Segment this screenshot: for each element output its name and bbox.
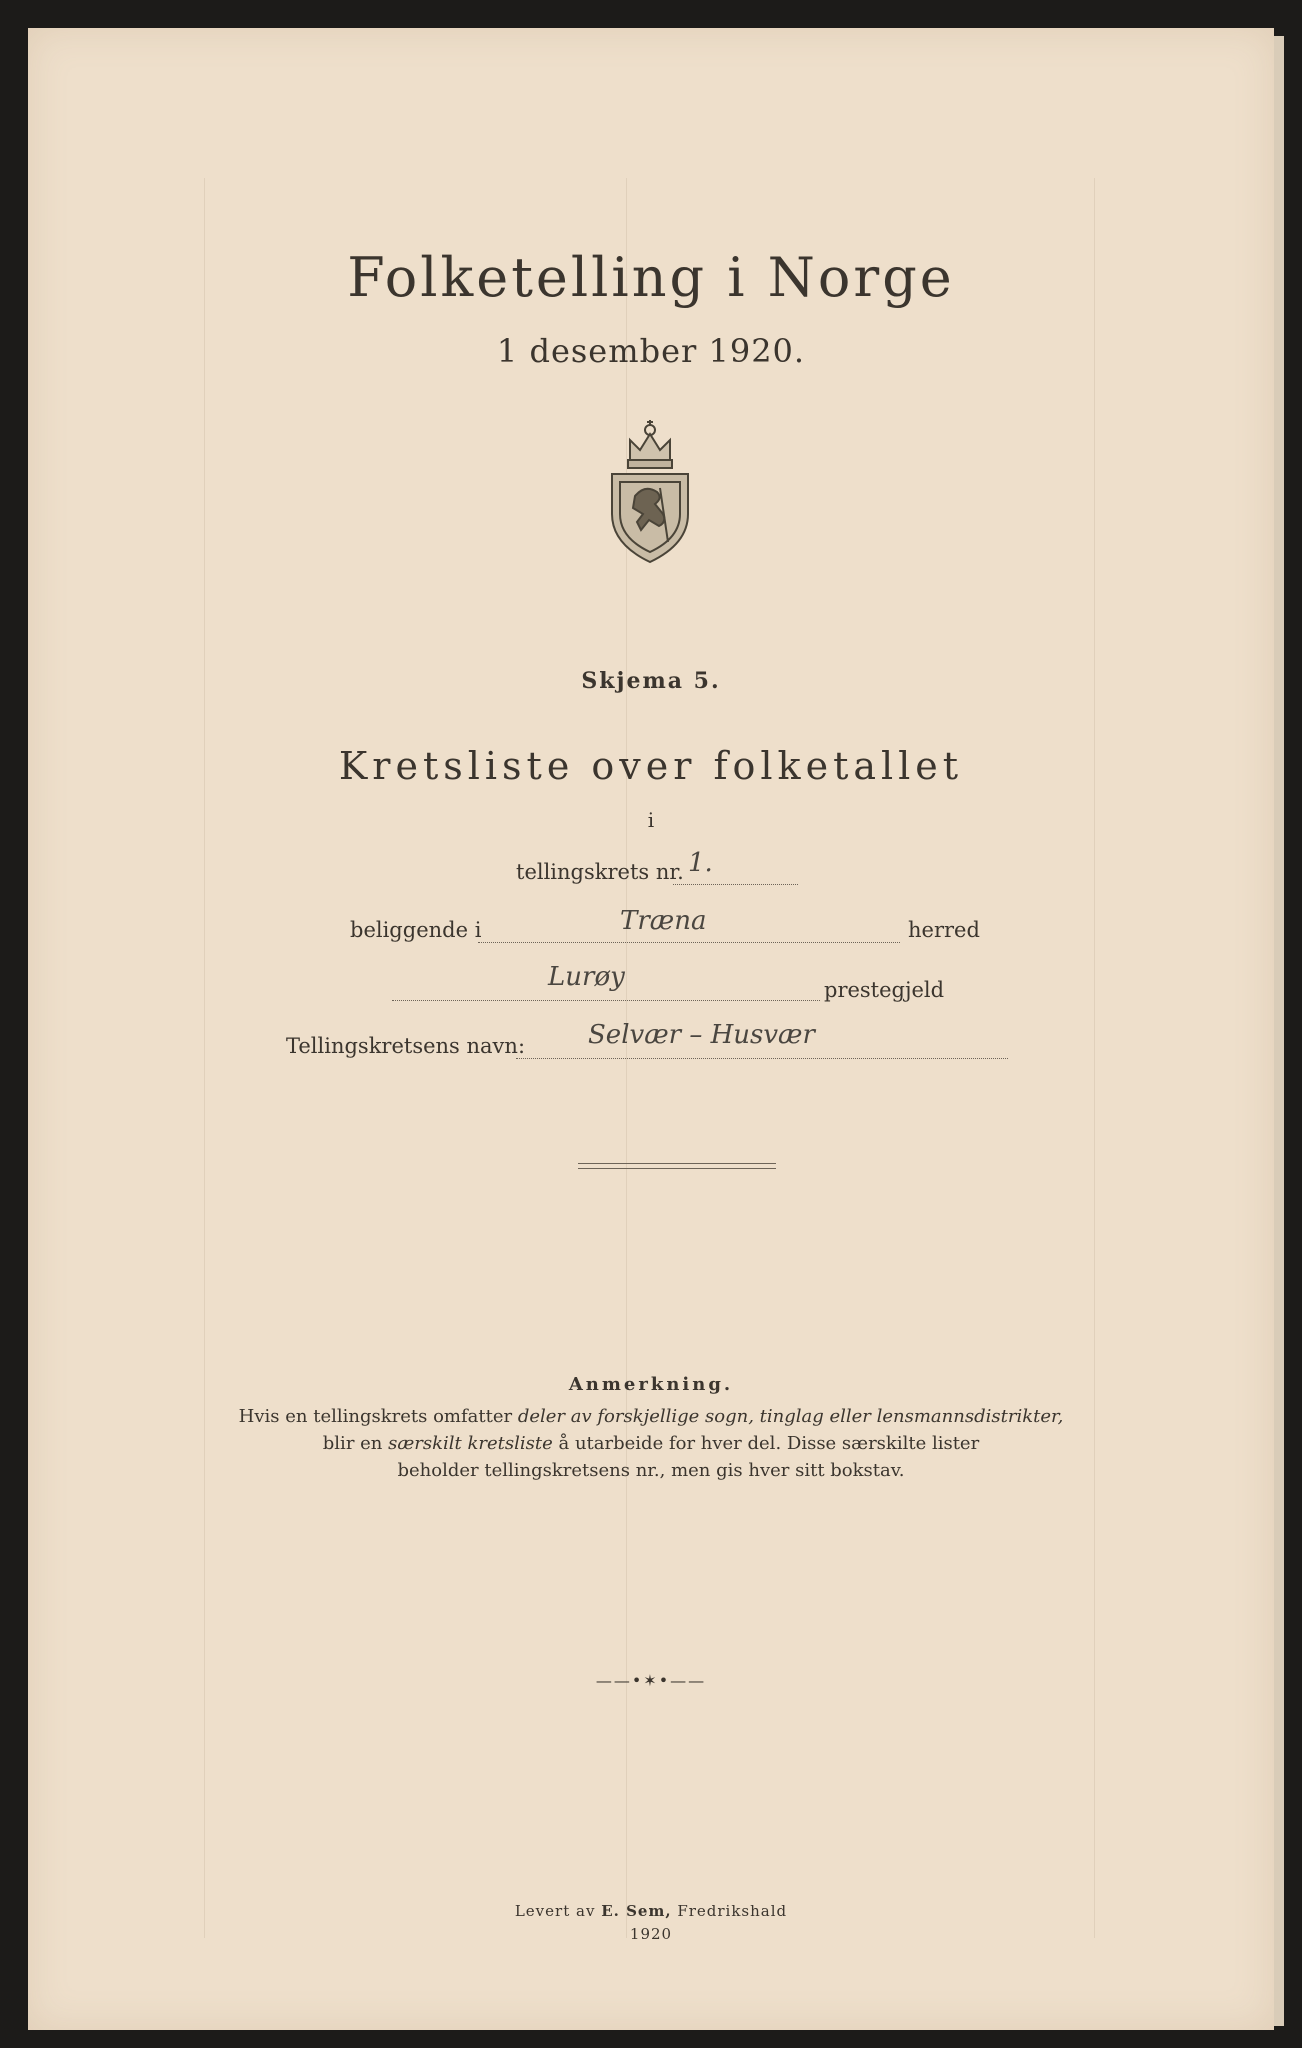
census-date: 1 desember 1920. — [496, 332, 806, 370]
note-line1-italic: deler av forskjellige sogn, tinglag eller lensmannsdistrikter, — [517, 1406, 1064, 1427]
preposition-i: i — [647, 808, 655, 832]
note-heading: Anmerkning. — [568, 1374, 734, 1395]
census-form-page — [28, 28, 1274, 2030]
schema-number: Skjema 5. — [581, 668, 721, 694]
prestegjeld-label: prestegjeld — [824, 978, 945, 1002]
note-line2-italic: særskilt kretsliste — [388, 1433, 553, 1454]
note-line2: blir en — [322, 1433, 389, 1454]
tellingskrets-number: 1. — [688, 848, 713, 878]
form-heading: Kretsliste over folketallet — [338, 744, 964, 788]
printer-credit — [28, 1900, 1274, 1946]
page-edge — [1274, 36, 1284, 2026]
printer-name: E. Sem, — [601, 1902, 672, 1920]
note-line1: Hvis en tellingskrets omfatter — [238, 1406, 518, 1427]
note-line2-rest: å utarbeide for hver del. Disse særskilte lister — [552, 1433, 980, 1454]
beliggende-label: beliggende i — [350, 918, 482, 942]
kretsnavn-label: Tellingskretsens navn: — [286, 1034, 526, 1058]
prestegjeld-value: Lurøy — [548, 962, 625, 992]
note-text — [28, 1403, 1274, 1484]
divider-rule — [578, 1163, 776, 1169]
printer-city: Fredrikshald — [671, 1902, 788, 1920]
printer-prefix: Levert av — [514, 1902, 602, 1920]
ornament-divider: ——•✶•—— — [595, 1671, 707, 1690]
form-title: Folketelling i Norge — [347, 246, 955, 309]
tellingskrets-label: tellingskrets nr. — [516, 860, 684, 884]
norwegian-coat-of-arms-icon — [590, 404, 710, 564]
note-line3: beholder tellingskretsens nr., men gis hver sitt bokstav. — [397, 1460, 905, 1481]
herred-label: herred — [908, 918, 980, 942]
herred-value: Træna — [620, 906, 707, 936]
print-year: 1920 — [629, 1925, 673, 1943]
kretsnavn-value: Selvær – Husvær — [588, 1020, 815, 1050]
